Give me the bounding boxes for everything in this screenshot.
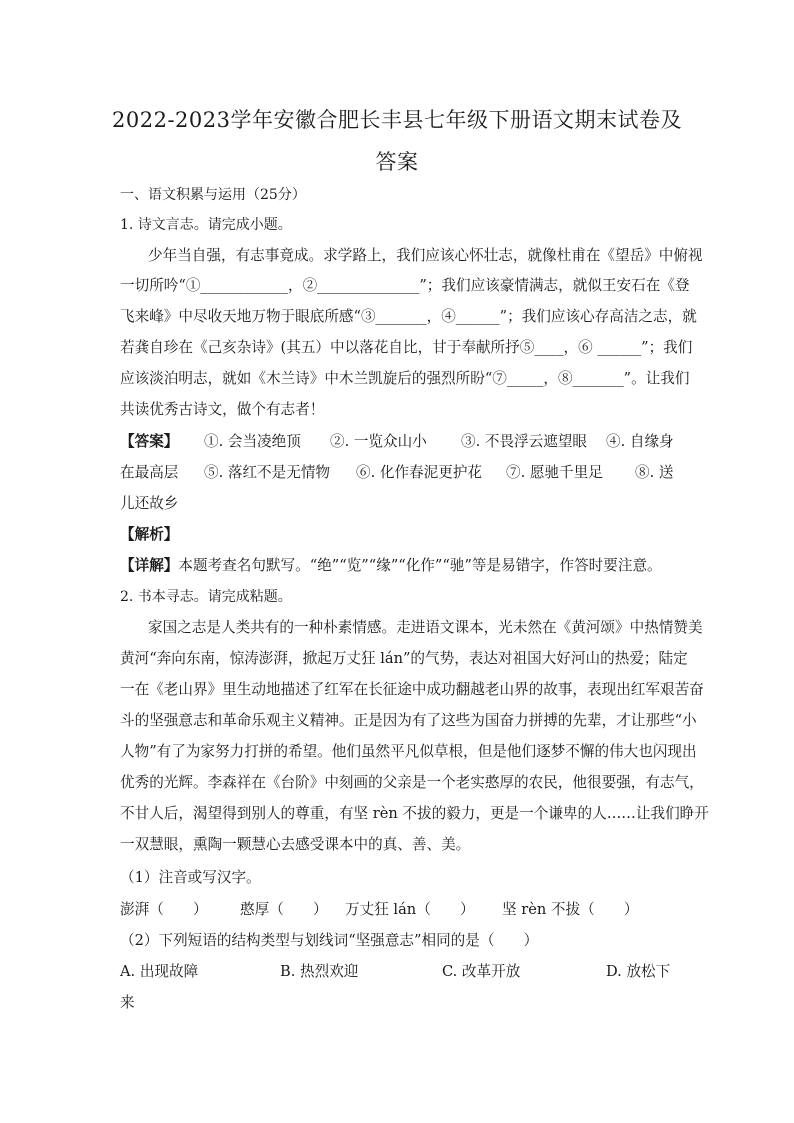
option-b: B. 热烈欢迎 <box>280 963 359 980</box>
question-1-heading: 1. 诗文言志。请完成小题。 <box>120 217 292 233</box>
answer-item: ⑥. 化作春泥更护花 <box>356 464 483 481</box>
q1-paragraph-line: 应该淡泊明志，就如《木兰诗》中木兰凯旋后的强烈所盼“⑦_____，⑧_______”。让我们 <box>120 370 690 387</box>
q1-paragraph-line: 若龚自珍在《己亥杂诗》(其五）中以落花自比，甘于奉献所抒⑤____，⑥ ______”；我们 <box>120 339 693 356</box>
answer-item: ③. 不畏浮云遮望眼 <box>461 433 588 450</box>
q2-paragraph-line: 优秀的光辉。李森祥在《台阶》中刻画的父亲是一个老实憨厚的农民，他很要强，有志气， <box>120 774 704 791</box>
q2-paragraph-line: 不甘人后，渴望得到别人的尊重，有坚 rèn 不拔的毅力，更是一个谦卑的人……让我们睁开 <box>120 805 709 822</box>
q2-paragraph-line: 黄河“奔向东南，惊涛澎湃，掀起万丈狂 lán”的气势，表达对祖国大好河山的热爱；陆定 <box>120 650 688 667</box>
q1-paragraph-line: 飞来峰》中尽收天地万物于眼底所感“③_______，④______”；我们应该心存高洁之志，就 <box>120 308 697 325</box>
detail-row <box>120 554 674 575</box>
q2-paragraph-line: 人物”有了为家努力打拼的希望。他们虽然平凡似草根，但是他们逐梦不懈的伟大也闪现出 <box>120 743 697 760</box>
sub-question-1: （1）注音或写汉字。 <box>120 869 261 886</box>
sub-question-2: （2）下列短语的结构类型与划线词“坚强意志”相同的是（ ） <box>120 932 539 949</box>
pinyin-item: 澎湃（ ） <box>120 901 208 918</box>
answer-item: ②. 一览众山小 <box>330 433 427 450</box>
detail-text: 本题考查名句默写。“绝”“览”“缘”“化作”“驰”等是易错字，作答时要注意。 <box>178 557 662 574</box>
page-title-continued: 答案 <box>375 150 419 174</box>
options-continued: 来 <box>120 994 135 1011</box>
q2-paragraph-line: 斗的坚强意志和革命乐观主义精神。正是因为有了这些为国奋力拼搏的先辈，才让那些“小 <box>120 712 697 729</box>
q1-paragraph-line: 一切所吟“①____________，②______________”；我们应该豪情满志，就似王安石在《登 <box>120 277 690 294</box>
pinyin-item: 万丈狂 lán（ ） <box>345 901 475 918</box>
q2-paragraph-line: 家国之志是人类共有的一种朴素情感。走进语文课本，光未然在《黄河颂》中热情赞美 <box>148 619 703 636</box>
question-2-heading: 2. 书本寻志。请完成粘题。 <box>120 589 292 605</box>
answer-item: ①. 会当凌绝顶 <box>204 433 301 450</box>
answer-item: ④. 自缘身 <box>606 433 674 450</box>
page-title: 2022-2023学年安徽合肥长丰县七年级下册语文期末试卷及 <box>112 108 682 132</box>
q2-paragraph-line: 一在《老山界》里生动地描述了红军在长征途中成功翻越老山界的故事，表现出红军艰苦奋 <box>120 681 704 698</box>
answer-label: 【答案】 <box>120 433 179 450</box>
q1-paragraph-line: 共读优秀古诗文，做个有志者！ <box>120 401 325 418</box>
q1-paragraph-line: 少年当自强，有志事竟成。求学路上，我们应该心怀壮志，就像杜甫在《望岳》中俯视 <box>148 247 703 264</box>
pinyin-item: 坚 rèn 不拔（ ） <box>502 901 639 918</box>
answer-row: 儿还故乡 <box>120 495 179 512</box>
answer-item: ⑦. 愿驰千里足 <box>506 464 603 481</box>
option-d: D. 放松下 <box>606 963 671 980</box>
section-heading: 一、语文积累与运用（25分） <box>120 187 306 203</box>
option-c: C. 改革开放 <box>442 963 521 980</box>
option-a: A. 出现故障 <box>120 963 199 980</box>
answer-item: ⑧. 送 <box>635 464 674 481</box>
analysis-label: 【解析】 <box>120 526 179 543</box>
pinyin-item: 憨厚（ ） <box>240 901 328 918</box>
answer-item: ⑤. 落红不是无情物 <box>204 464 331 481</box>
q2-paragraph-line: 一双慧眼，熏陶一颗慧心去感受课本中的真、善、美。 <box>120 836 471 853</box>
answer-item: 在最高层 <box>120 464 179 481</box>
detail-label: 【详解】 <box>120 557 179 574</box>
